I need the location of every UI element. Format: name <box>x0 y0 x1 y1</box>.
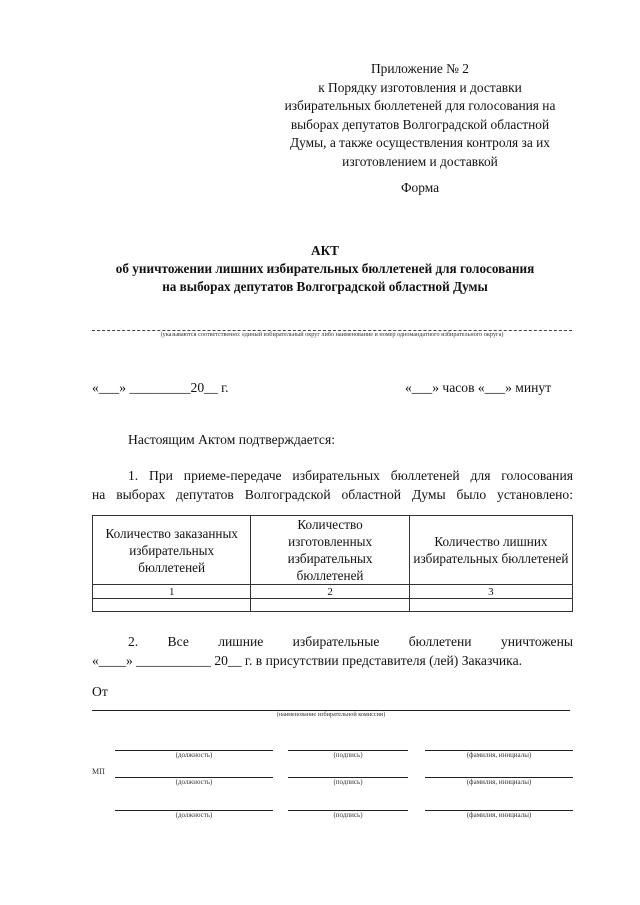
header-produced: Количество изготовленных избирательных бюллетеней <box>251 516 409 585</box>
appendix-line: Приложение № 2 <box>370 61 470 76</box>
table-cell[interactable] <box>251 599 409 612</box>
title-akt: АКТ <box>311 243 339 258</box>
name-label: (фамилия, инициалы) <box>466 778 532 786</box>
ballot-count-table <box>92 515 573 612</box>
name-label: (фамилия, инициалы) <box>466 751 532 759</box>
name-label: (фамилия, инициалы) <box>466 811 532 819</box>
column-number: 2 <box>251 585 409 599</box>
header-excess: Количество лишних избирательных бюллетеней <box>409 516 572 585</box>
from-label: От <box>92 684 108 699</box>
appendix-line: к Порядку изготовления и доставки <box>318 79 522 95</box>
paragraph2-line1: 2. Все лишние избирательные бюллетени уничтожены <box>128 634 573 649</box>
title-line: об уничтожении лишних избирательных бюллетеней для голосования <box>115 261 535 276</box>
position-label: (должность) <box>175 778 213 786</box>
date-line: «___» _________20__ г. <box>92 380 229 395</box>
district-hint: (указываются соответственно: единый избирательный округ либо наименование и номер одномандатного избирательного округа) <box>160 331 504 338</box>
paragraph1-line2: на выборах депутатов Волгоградской областной Думы было установлено: <box>92 487 573 502</box>
appendix-line: выборах депутатов Волгоградской областной <box>290 116 550 132</box>
commission-hint: (наименование избирательной комиссии) <box>276 711 386 718</box>
appendix-header <box>240 60 600 198</box>
appendix-line: избирательных бюллетеней для голосования на <box>284 98 556 113</box>
table-number-row <box>93 585 573 599</box>
table-header-row <box>93 516 573 585</box>
paragraph1-line1: 1. При приеме-передаче избирательных бюллетеней для голосования <box>128 468 573 483</box>
position-label: (должность) <box>175 751 213 759</box>
stamp-label: МП <box>92 767 105 776</box>
document-title <box>60 242 590 296</box>
time-line: «___» часов «___» минут <box>405 380 552 395</box>
title-line: на выборах депутатов Волгоградской областной Думы <box>162 279 488 294</box>
appendix-line: изготовлением и доставкой <box>342 153 498 169</box>
table-cell[interactable] <box>409 599 572 612</box>
paragraph2-line2: «____» ___________ 20__ г. в присутствии представителя (лей) Заказчика. <box>92 653 523 668</box>
table-row <box>93 599 573 612</box>
column-number: 3 <box>409 585 572 599</box>
position-label: (должность) <box>175 811 213 819</box>
table-cell[interactable] <box>93 599 251 612</box>
intro-text: Настоящим Актом подтверждается: <box>128 432 335 447</box>
header-ordered: Количество заказанных избирательных бюллетеней <box>93 516 251 585</box>
column-number: 1 <box>93 585 251 599</box>
signature-label: (подпись) <box>333 811 363 819</box>
signature-label: (подпись) <box>333 778 363 786</box>
form-label: Форма <box>400 180 440 195</box>
signature-label: (подпись) <box>333 751 363 759</box>
appendix-line: Думы, а также осуществления контроля за их <box>290 135 550 150</box>
